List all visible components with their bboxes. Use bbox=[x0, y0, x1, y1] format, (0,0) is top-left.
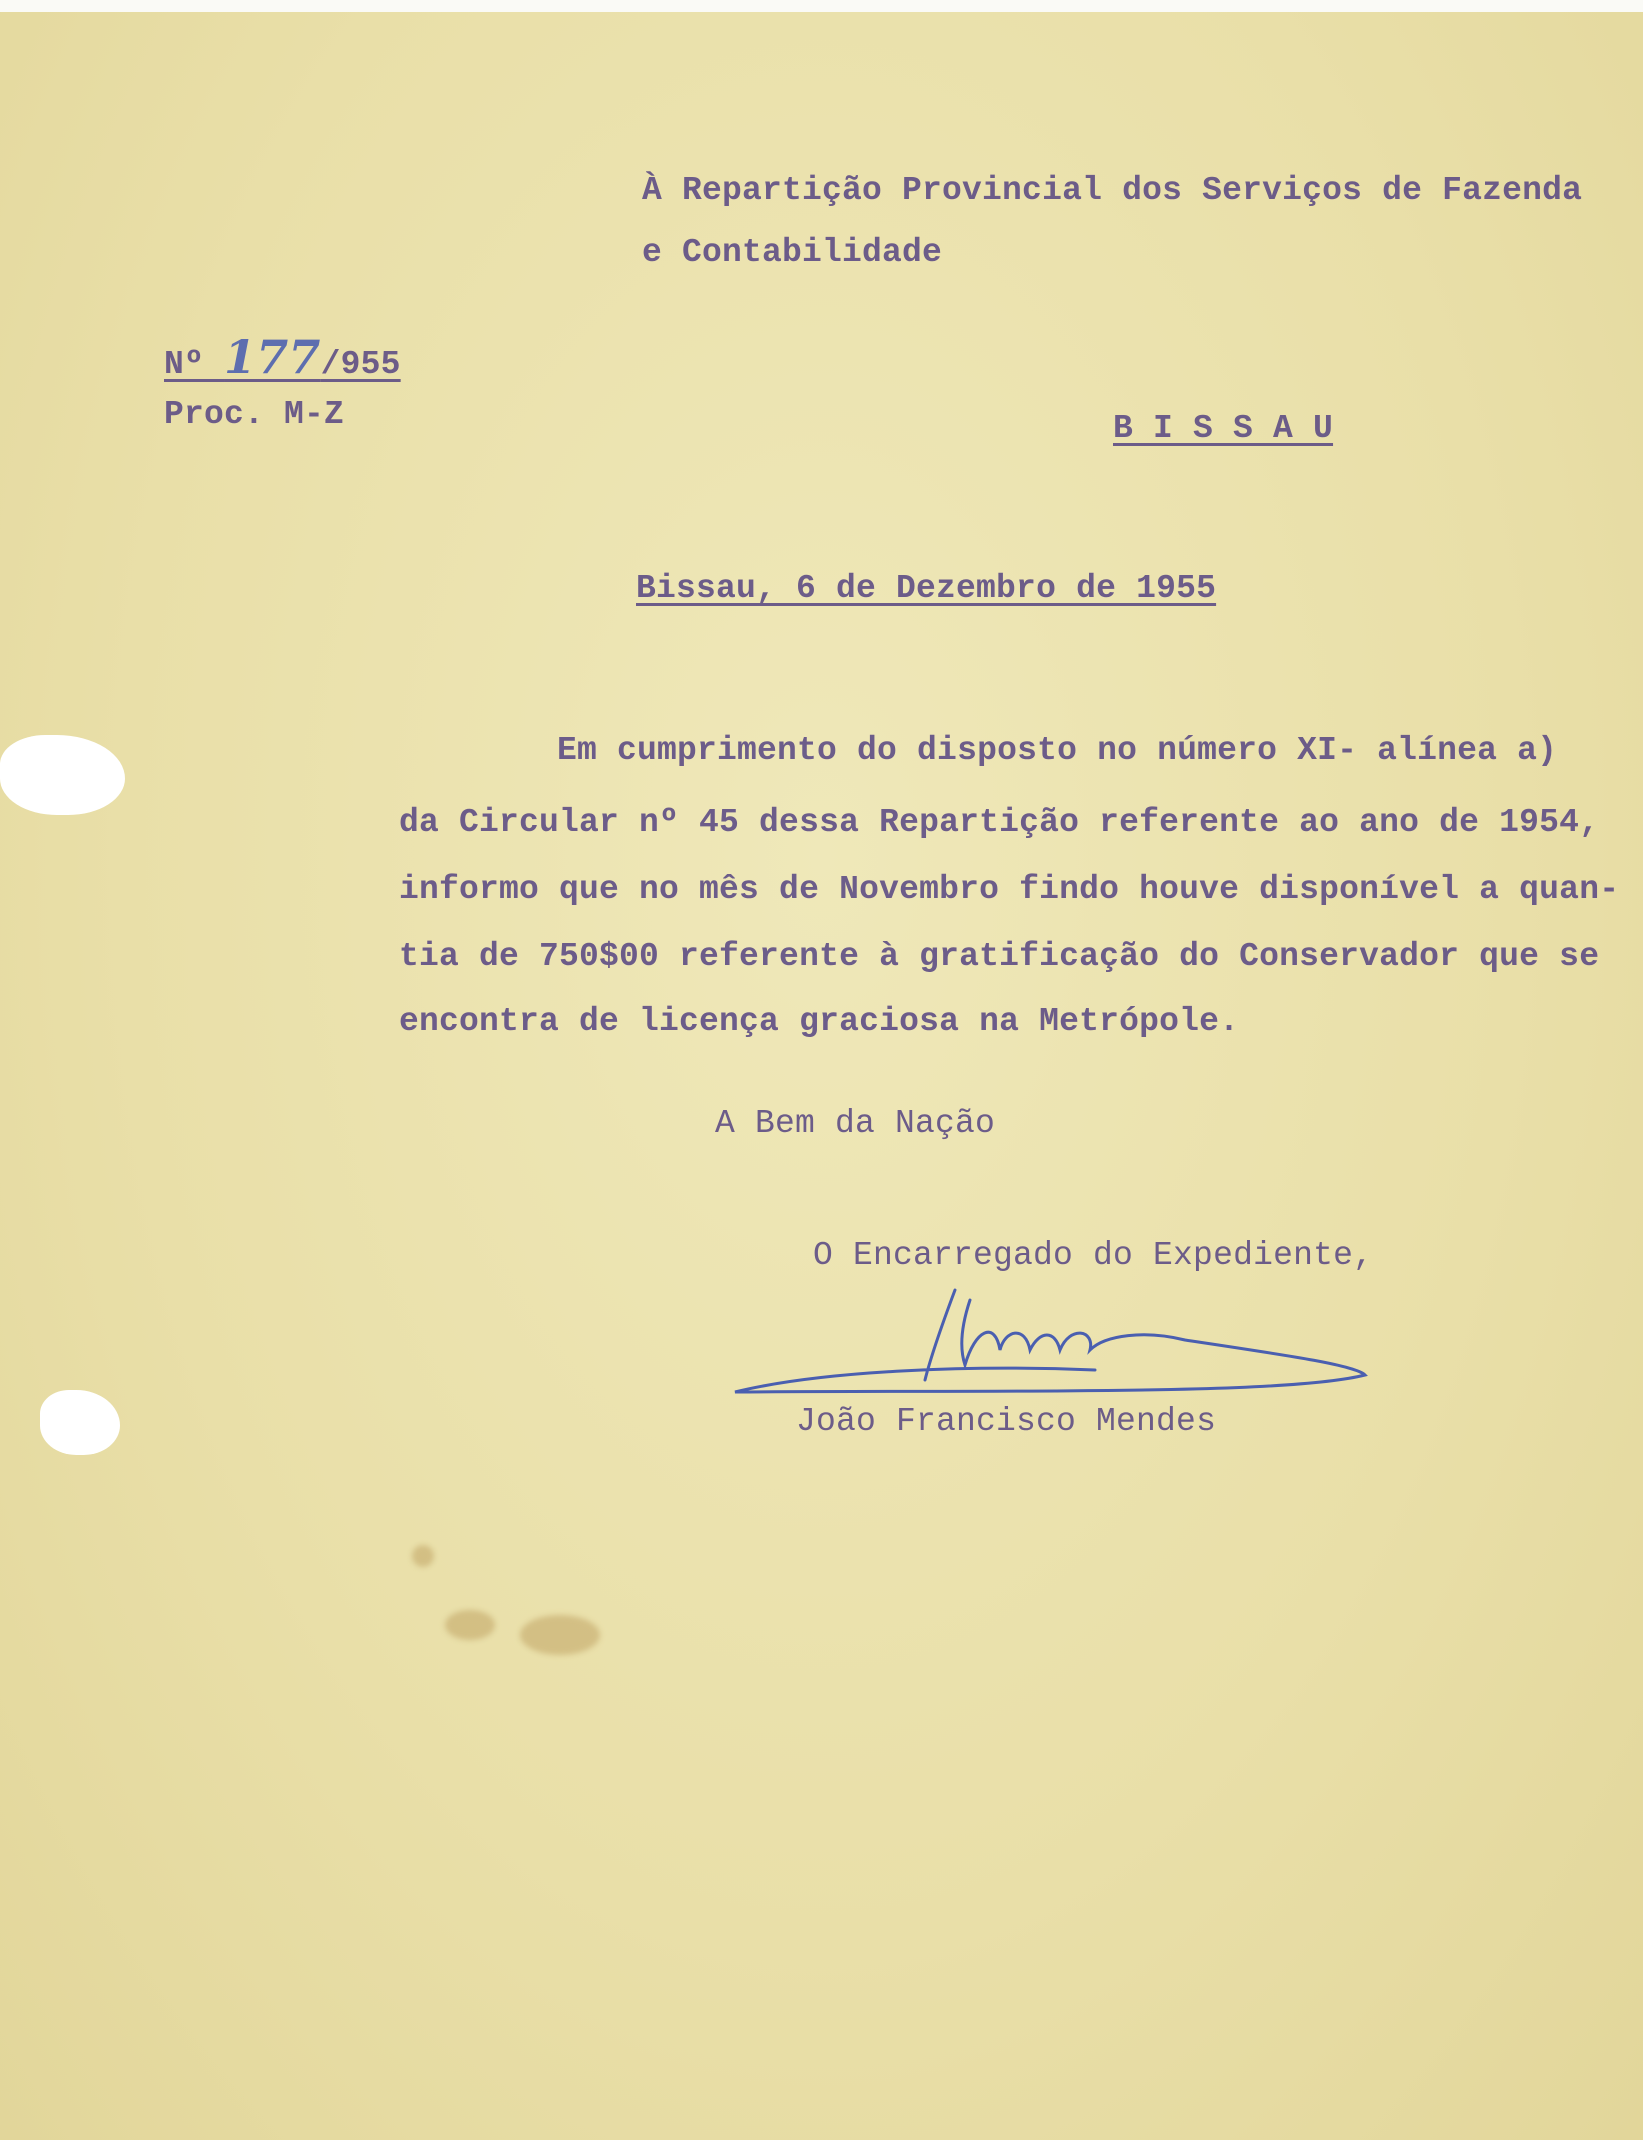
signatory-name: João Francisco Mendes bbox=[796, 1403, 1217, 1440]
body-line: encontra de licença graciosa na Metrópole. bbox=[399, 1003, 1240, 1040]
signature bbox=[725, 1270, 1375, 1410]
addressee-line-2: e Contabilidade bbox=[642, 234, 943, 271]
closing: A Bem da Nação bbox=[715, 1105, 996, 1142]
body-line: informo que no mês de Novembro findo houve disponível a quan- bbox=[399, 871, 1620, 908]
paper-tear bbox=[0, 735, 125, 815]
body-line: da Circular nº 45 dessa Repartição referente ao ano de 1954, bbox=[399, 804, 1600, 841]
signatory-title: O Encarregado do Expediente, bbox=[813, 1237, 1374, 1274]
ref-year: /955 bbox=[320, 346, 401, 383]
paper-stain bbox=[520, 1615, 600, 1655]
paper-tear bbox=[40, 1390, 120, 1455]
paper-stain bbox=[445, 1610, 495, 1640]
body-line: tia de 750$00 referente à gratificação do Conservador que se bbox=[399, 938, 1600, 975]
city: B I S S A U bbox=[1113, 410, 1334, 447]
reference-number bbox=[164, 330, 401, 384]
paper-stain bbox=[412, 1545, 434, 1567]
scan-edge bbox=[0, 0, 1643, 12]
body-line: Em cumprimento do disposto no número XI- alínea a) bbox=[557, 732, 1558, 769]
ref-number-handwritten: 177 bbox=[224, 330, 321, 384]
addressee-line-1: À Repartição Provincial dos Serviços de Fazenda bbox=[642, 172, 1583, 209]
date: Bissau, 6 de Dezembro de 1955 bbox=[636, 570, 1217, 607]
ref-prefix: Nº bbox=[164, 346, 225, 383]
process-ref: Proc. M-Z bbox=[164, 396, 345, 433]
